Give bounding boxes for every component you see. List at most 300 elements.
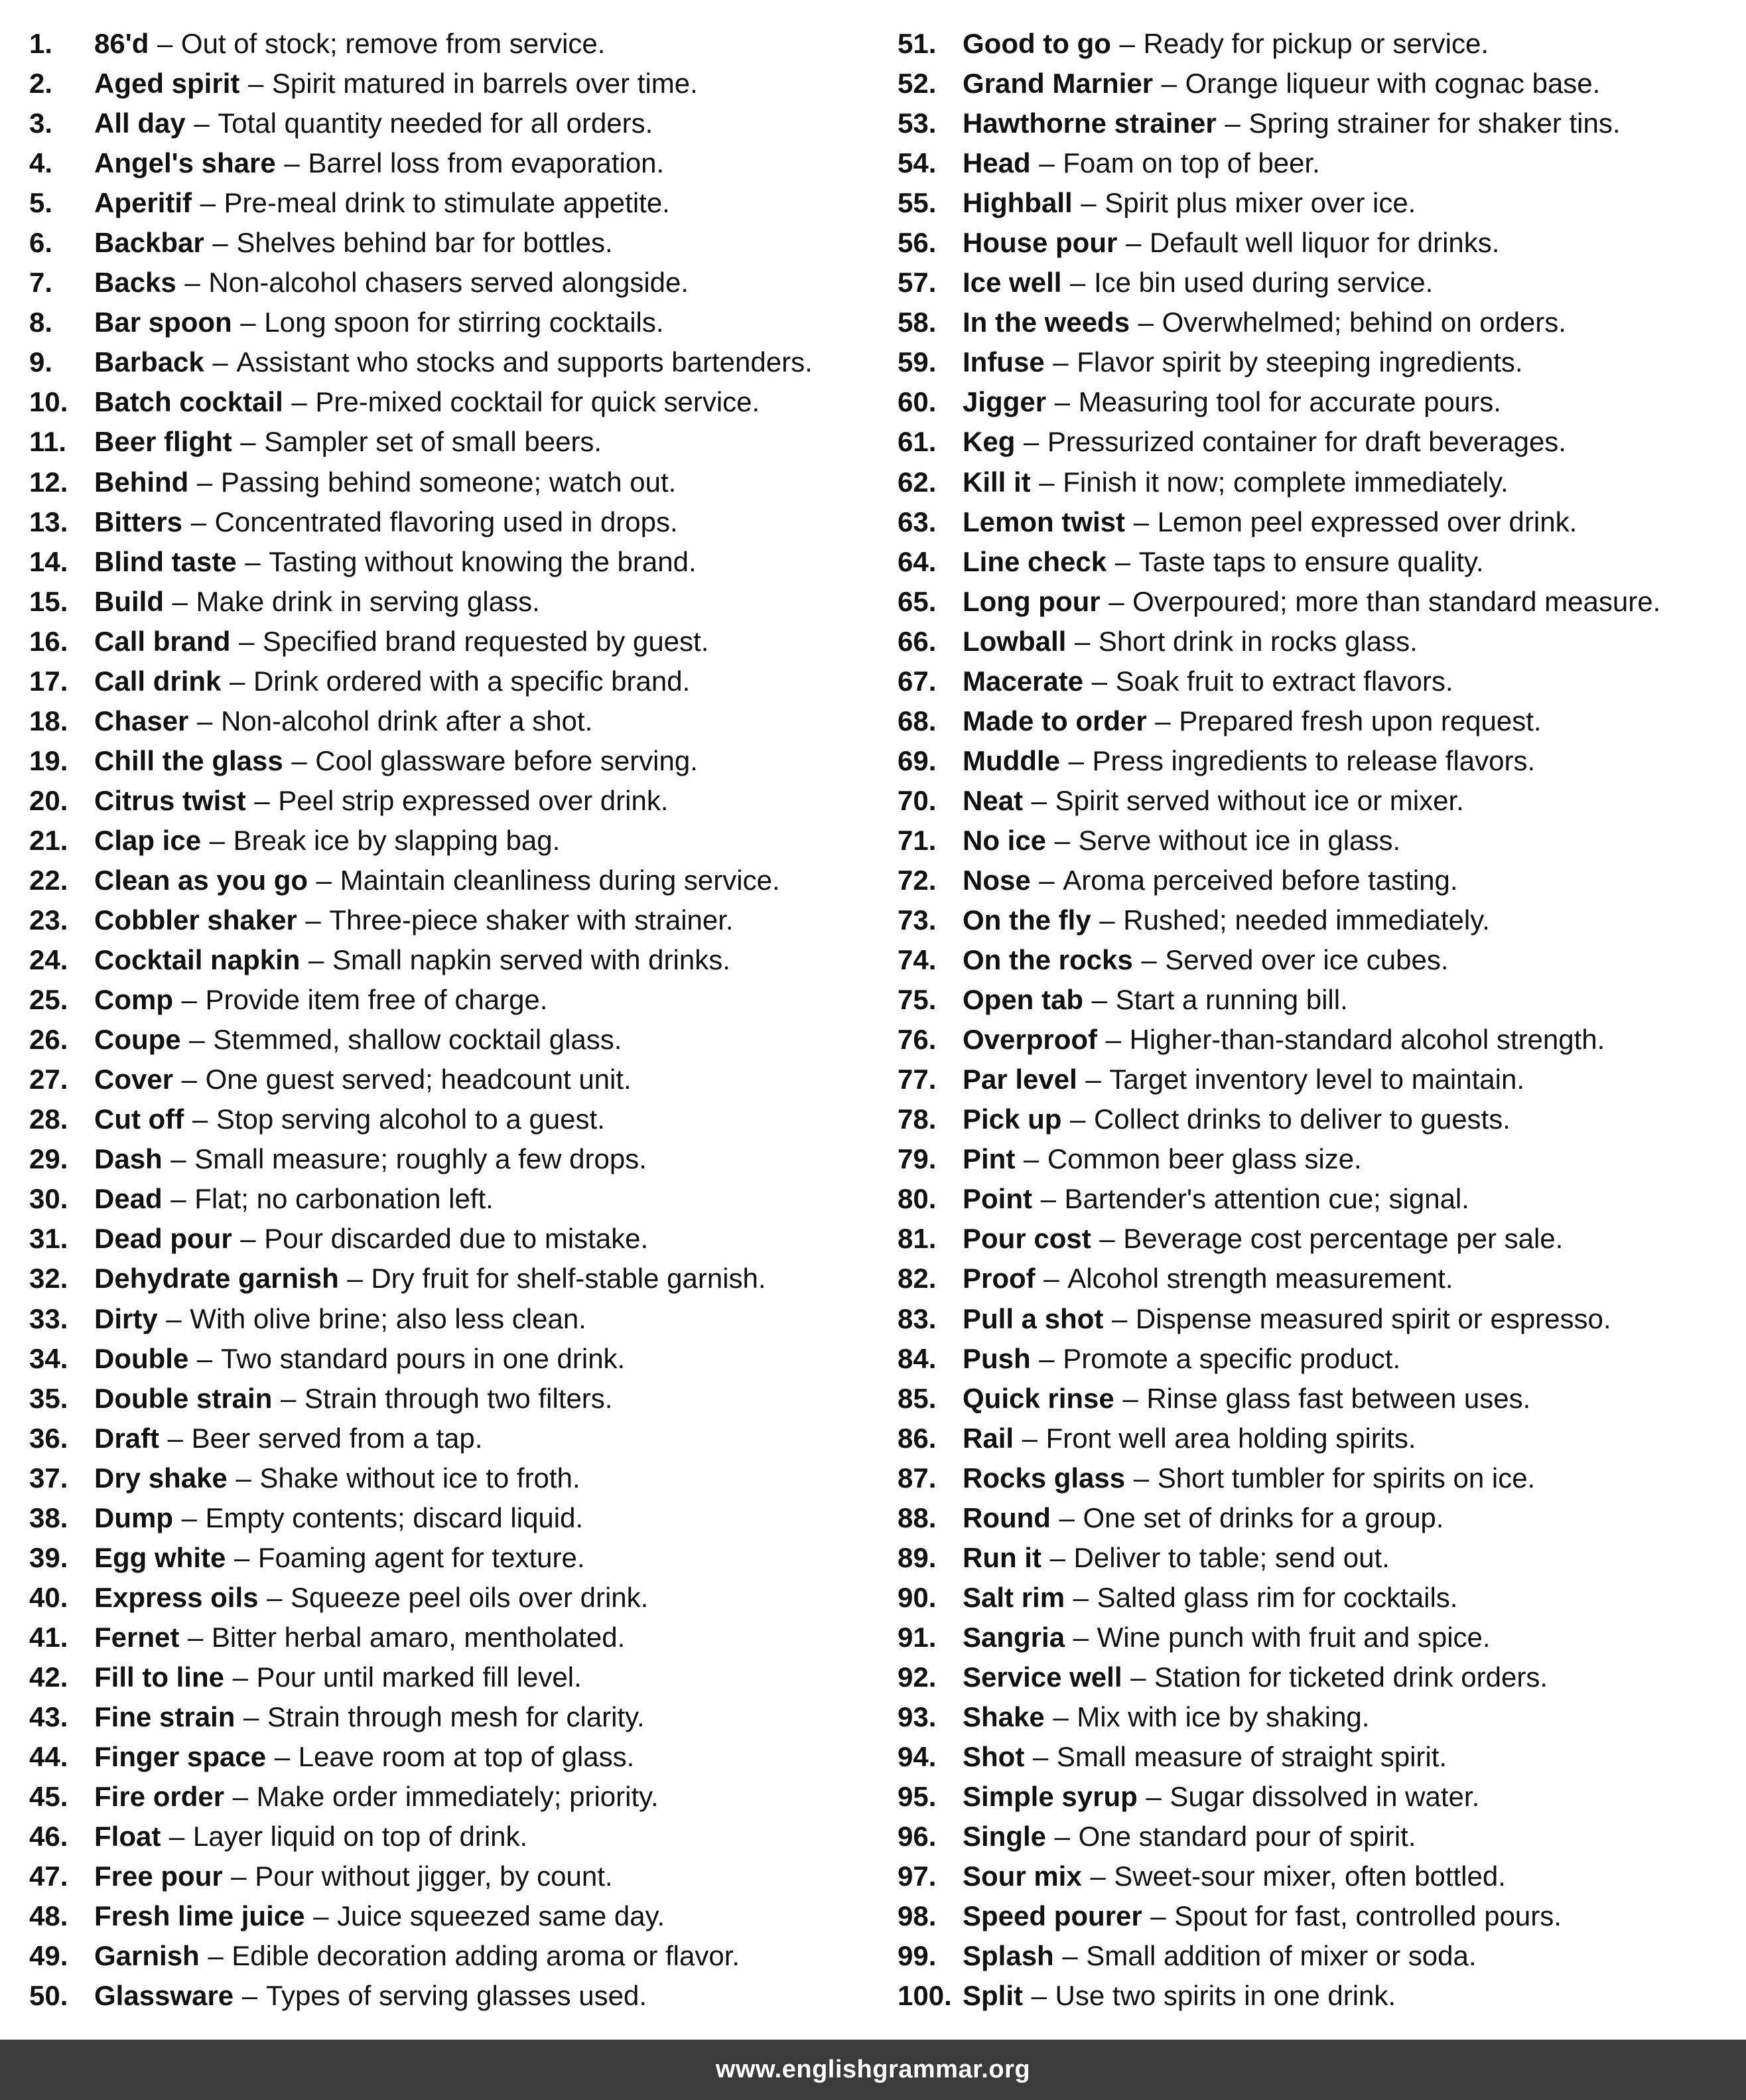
- entry-text: [963, 1099, 1511, 1139]
- glossary-entry: [898, 1179, 1737, 1219]
- glossary-entry: [898, 1737, 1737, 1777]
- glossary-entry: [29, 1936, 885, 1976]
- entry-text: [94, 1856, 613, 1896]
- entry-term: Cover: [94, 1064, 174, 1095]
- entry-definition: Small measure; roughly a few drops.: [194, 1143, 647, 1175]
- entry-term: Fresh lime juice: [94, 1900, 305, 1932]
- entry-number: 70.: [898, 784, 937, 816]
- entry-text: [94, 1777, 659, 1817]
- entry-number: 4.: [29, 147, 53, 179]
- entry-text: [94, 183, 670, 223]
- entry-number: 11.: [29, 426, 67, 458]
- entry-separator: –: [196, 1342, 213, 1374]
- glossary-entry: [898, 781, 1737, 821]
- entry-text: [94, 1219, 648, 1259]
- entry-separator: –: [1114, 545, 1131, 577]
- glossary-entry: [898, 622, 1737, 662]
- entry-separator: –: [238, 625, 255, 657]
- entry-text: [963, 462, 1509, 502]
- entry-definition: Short tumbler for spirits on ice.: [1157, 1462, 1536, 1494]
- entry-number: 27.: [29, 1064, 68, 1095]
- entry-text: [94, 1817, 527, 1856]
- entry-term: Express oils: [94, 1581, 259, 1613]
- entry-term: Fire order: [94, 1781, 225, 1813]
- entry-text: [963, 1618, 1491, 1657]
- entry-separator: –: [1069, 1103, 1086, 1135]
- entry-text: [963, 701, 1542, 741]
- entry-term: Good to go: [963, 28, 1111, 59]
- glossary-entry: [898, 741, 1737, 781]
- entry-separator: –: [166, 1302, 182, 1334]
- glossary-entry: [898, 1777, 1737, 1817]
- entry-separator: –: [245, 545, 261, 577]
- entry-number: 44.: [29, 1741, 68, 1773]
- entry-text: [94, 582, 540, 622]
- glossary-entry: [29, 1697, 885, 1737]
- entry-definition: Aroma perceived before tasting.: [1063, 864, 1458, 896]
- entry-definition: Bartender's attention cue; signal.: [1064, 1183, 1469, 1215]
- glossary-entry: [29, 502, 885, 542]
- entry-text: [94, 1498, 583, 1538]
- glossary-entry: [29, 622, 885, 662]
- entry-separator: –: [243, 1701, 259, 1732]
- entry-separator: –: [1091, 665, 1108, 697]
- entry-definition: Front well area holding spirits.: [1045, 1422, 1416, 1454]
- entry-number: 69.: [898, 744, 937, 776]
- entry-definition: Rinse glass fast between uses.: [1146, 1382, 1531, 1414]
- entry-definition: Dispense measured spirit or espresso.: [1135, 1302, 1611, 1334]
- entry-separator: –: [208, 1940, 224, 1972]
- entry-term: Muddle: [963, 744, 1060, 776]
- glossary-entry: [898, 701, 1737, 741]
- entry-text: [963, 263, 1433, 303]
- entry-number: 39.: [29, 1541, 68, 1573]
- entry-number: 46.: [29, 1821, 68, 1853]
- entry-term: Proof: [963, 1263, 1036, 1295]
- entry-definition: One set of drinks for a group.: [1083, 1502, 1444, 1533]
- entry-term: Quick rinse: [963, 1382, 1114, 1414]
- entry-text: [94, 1419, 482, 1458]
- entry-number: 37.: [29, 1462, 68, 1494]
- entry-definition: Salted glass rim for cocktails.: [1097, 1581, 1458, 1613]
- entry-separator: –: [1099, 1223, 1115, 1255]
- entry-definition: Break ice by slapping bag.: [233, 824, 561, 856]
- entry-definition: Tasting without knowing the brand.: [269, 545, 697, 577]
- entry-definition: Flat; no carbonation left.: [194, 1183, 494, 1215]
- entry-text: [94, 662, 690, 701]
- entry-number: 26.: [29, 1024, 68, 1056]
- entry-separator: –: [212, 227, 228, 259]
- glossary-entry: [29, 1976, 885, 2016]
- entry-definition: Long spoon for stirring cocktails.: [264, 307, 664, 338]
- entry-separator: –: [1099, 904, 1115, 936]
- entry-term: Head: [963, 147, 1031, 179]
- entry-term: Round: [963, 1502, 1051, 1533]
- glossary-entry: [898, 223, 1737, 263]
- glossary-entry: [898, 940, 1737, 980]
- entry-text: [94, 1458, 580, 1498]
- entry-text: [963, 1259, 1453, 1298]
- entry-term: Fernet: [94, 1621, 180, 1653]
- entry-number: 84.: [898, 1342, 937, 1374]
- entry-term: Build: [94, 585, 164, 617]
- entry-definition: Small measure of straight spirit.: [1056, 1741, 1447, 1773]
- entry-term: Nose: [963, 864, 1031, 896]
- glossary-entry: [898, 821, 1737, 861]
- entry-number: 19.: [29, 744, 68, 776]
- entry-term: Single: [963, 1821, 1047, 1853]
- glossary-entry: [898, 1618, 1737, 1657]
- glossary-entry: [898, 662, 1737, 701]
- entry-separator: –: [1161, 68, 1177, 100]
- entry-number: 25.: [29, 984, 68, 1016]
- entry-text: [94, 1020, 622, 1060]
- entry-separator: –: [274, 1741, 291, 1773]
- entry-term: Line check: [963, 545, 1107, 577]
- entry-separator: –: [1146, 1781, 1162, 1813]
- entry-text: [963, 622, 1418, 662]
- entry-text: [94, 64, 698, 104]
- entry-term: Free pour: [94, 1860, 223, 1892]
- entry-separator: –: [1119, 28, 1135, 59]
- entry-term: Glassware: [94, 1980, 234, 2012]
- entry-definition: Serve without ice in glass.: [1078, 824, 1401, 856]
- glossary-entry: [29, 1419, 885, 1458]
- glossary-entry: [29, 1817, 885, 1856]
- glossary-column-right: [898, 24, 1737, 2016]
- entry-text: [963, 662, 1453, 701]
- entry-definition: Shelves behind bar for bottles.: [236, 227, 613, 259]
- entry-separator: –: [1091, 984, 1107, 1016]
- entry-definition: Beer served from a tap.: [191, 1422, 483, 1454]
- entry-definition: Drink ordered with a specific brand.: [253, 665, 691, 697]
- entry-number: 9.: [29, 346, 53, 378]
- glossary-entry: [29, 741, 885, 781]
- glossary-entry: [29, 303, 885, 342]
- entry-text: [94, 422, 602, 462]
- glossary-entry: [898, 1379, 1737, 1419]
- entry-definition: Ice bin used during service.: [1093, 267, 1434, 299]
- entry-term: Fill to line: [94, 1661, 224, 1693]
- entry-separator: –: [240, 1223, 256, 1255]
- entry-number: 55.: [898, 187, 937, 219]
- entry-definition: Promote a specific product.: [1063, 1342, 1401, 1374]
- entry-separator: –: [181, 1064, 198, 1095]
- glossary-entry: [29, 1578, 885, 1618]
- glossary-entry: [29, 980, 885, 1020]
- entry-number: 65.: [898, 585, 937, 617]
- entry-text: [963, 1020, 1605, 1060]
- entry-text: [963, 104, 1621, 143]
- entry-definition: Out of stock; remove from service.: [180, 28, 606, 59]
- entry-separator: –: [192, 1103, 208, 1135]
- entry-term: Coupe: [94, 1024, 181, 1056]
- entry-definition: Maintain cleanliness during service.: [340, 864, 780, 896]
- entry-definition: Station for ticketed drink orders.: [1154, 1661, 1548, 1693]
- entry-term: Backbar: [94, 227, 204, 259]
- glossary-entry: [29, 143, 885, 183]
- entry-definition: Common beer glass size.: [1047, 1143, 1362, 1175]
- entry-number: 72.: [898, 864, 937, 896]
- entry-number: 63.: [898, 506, 937, 537]
- entry-term: Sangria: [963, 1621, 1065, 1653]
- glossary-entry: [898, 1817, 1737, 1856]
- entry-definition: Served over ice cubes.: [1165, 944, 1449, 976]
- entry-text: [94, 382, 760, 422]
- entry-separator: –: [1032, 1741, 1049, 1773]
- entry-number: 17.: [29, 665, 68, 697]
- entry-separator: –: [194, 107, 210, 139]
- entry-number: 32.: [29, 1263, 68, 1295]
- entry-text: [963, 821, 1400, 861]
- entry-text: [963, 1936, 1477, 1976]
- entry-term: Draft: [94, 1422, 160, 1454]
- entry-number: 38.: [29, 1502, 68, 1533]
- entry-number: 5.: [29, 187, 53, 219]
- entry-text: [94, 701, 592, 741]
- glossary-entry: [898, 542, 1737, 582]
- entry-text: [94, 781, 669, 821]
- glossary-entry: [898, 1458, 1737, 1498]
- entry-definition: Strain through mesh for clarity.: [267, 1701, 645, 1732]
- entry-separator: –: [172, 585, 188, 617]
- glossary-entry: [898, 1538, 1737, 1578]
- entry-definition: Three-piece shaker with strainer.: [329, 904, 734, 936]
- entry-number: 97.: [898, 1860, 937, 1892]
- glossary-entry: [898, 1419, 1737, 1458]
- entry-number: 10.: [29, 386, 68, 418]
- entry-term: Finger space: [94, 1741, 267, 1773]
- entry-text: [963, 1817, 1416, 1856]
- entry-separator: –: [1043, 1263, 1059, 1295]
- entry-term: Splash: [963, 1940, 1054, 1972]
- entry-number: 47.: [29, 1860, 68, 1892]
- entry-term: Point: [963, 1183, 1032, 1215]
- entry-separator: –: [1054, 386, 1070, 418]
- entry-definition: Ready for pickup or service.: [1143, 28, 1489, 59]
- glossary-entry: [29, 701, 885, 741]
- entry-term: Garnish: [94, 1940, 200, 1972]
- glossary-entry: [29, 900, 885, 940]
- entry-number: 15.: [29, 585, 68, 617]
- entry-separator: –: [1039, 1342, 1055, 1374]
- entry-definition: Wine punch with fruit and spice.: [1097, 1621, 1491, 1653]
- glossary-entry: [29, 1259, 885, 1298]
- entry-definition: Pre-mixed cocktail for quick service.: [315, 386, 760, 418]
- entry-term: House pour: [963, 227, 1118, 259]
- entry-separator: –: [232, 1781, 249, 1813]
- entry-text: [94, 1657, 582, 1697]
- entry-definition: Cool glassware before serving.: [315, 744, 698, 776]
- glossary-entry: [898, 1020, 1737, 1060]
- entry-term: Kill it: [963, 466, 1031, 498]
- entry-definition: Deliver to table; send out.: [1073, 1541, 1390, 1573]
- entry-text: [94, 1618, 625, 1657]
- entry-number: 12.: [29, 466, 68, 498]
- entry-text: [963, 1219, 1563, 1259]
- entry-text: [963, 1299, 1611, 1339]
- entry-separator: –: [240, 426, 256, 458]
- entry-number: 24.: [29, 944, 68, 976]
- entry-separator: –: [1141, 944, 1157, 976]
- entry-number: 53.: [898, 107, 937, 139]
- entry-definition: Sugar dissolved in water.: [1170, 1781, 1480, 1813]
- glossary-entry: [898, 1657, 1737, 1697]
- glossary-entry: [898, 900, 1737, 940]
- entry-term: Angel's share: [94, 147, 276, 179]
- glossary-entry: [898, 502, 1737, 542]
- entry-term: Grand Marnier: [963, 68, 1154, 100]
- glossary-entry: [29, 1020, 885, 1060]
- entry-separator: –: [240, 307, 256, 338]
- entry-separator: –: [209, 824, 226, 856]
- entry-text: [94, 1936, 740, 1976]
- entry-separator: –: [247, 68, 264, 100]
- entry-definition: Peel strip expressed over drink.: [278, 784, 669, 816]
- entry-separator: –: [1068, 744, 1084, 776]
- entry-text: [963, 1339, 1400, 1379]
- entry-number: 2.: [29, 68, 53, 100]
- entry-text: [963, 1179, 1469, 1219]
- glossary-entry: [898, 422, 1737, 462]
- glossary-entry: [898, 1219, 1737, 1259]
- entry-definition: Orange liqueur with cognac base.: [1185, 68, 1601, 100]
- entry-definition: Specified brand requested by guest.: [262, 625, 709, 657]
- entry-definition: Pre-meal drink to stimulate appetite.: [224, 187, 670, 219]
- entry-definition: Types of serving glasses used.: [265, 1980, 647, 2012]
- entry-text: [963, 422, 1566, 462]
- entry-term: 86'd: [94, 28, 149, 59]
- entry-definition: Pour without jigger, by count.: [255, 1860, 613, 1892]
- entry-term: Shot: [963, 1741, 1025, 1773]
- entry-separator: –: [1039, 147, 1055, 179]
- glossary-entry: [29, 1219, 885, 1259]
- entry-term: On the fly: [963, 904, 1091, 936]
- glossary-entry: [29, 940, 885, 980]
- glossary-entry: [29, 1139, 885, 1179]
- entry-definition: Flavor spirit by steeping ingredients.: [1077, 346, 1523, 378]
- entry-separator: –: [1059, 1502, 1075, 1533]
- glossary-entry: [898, 861, 1737, 900]
- entry-text: [94, 1259, 766, 1298]
- entry-separator: –: [1225, 107, 1241, 139]
- entry-text: [963, 1419, 1416, 1458]
- entry-separator: –: [184, 267, 200, 299]
- entry-text: [963, 183, 1416, 223]
- entry-definition: Spirit plus mixer over ice.: [1105, 187, 1416, 219]
- entry-term: Open tab: [963, 984, 1084, 1016]
- entry-number: 33.: [29, 1302, 68, 1334]
- entry-definition: Total quantity needed for all orders.: [218, 107, 653, 139]
- entry-text: [963, 1896, 1562, 1936]
- entry-text: [94, 1976, 647, 2016]
- entry-separator: –: [1133, 506, 1149, 537]
- glossary-entry: [898, 1339, 1737, 1379]
- entry-definition: Stemmed, shallow cocktail glass.: [213, 1024, 622, 1056]
- entry-text: [963, 940, 1449, 980]
- entry-number: 75.: [898, 984, 937, 1016]
- glossary-entry: [898, 1936, 1737, 1976]
- entry-separator: –: [267, 1581, 283, 1613]
- entry-term: Bar spoon: [94, 307, 232, 338]
- entry-term: All day: [94, 107, 186, 139]
- entry-term: Comp: [94, 984, 173, 1016]
- entry-separator: –: [167, 1422, 183, 1454]
- entry-separator: –: [1054, 824, 1070, 856]
- entry-term: Egg white: [94, 1541, 226, 1573]
- entry-separator: –: [231, 1860, 247, 1892]
- entry-term: Speed pourer: [963, 1900, 1142, 1932]
- entry-separator: –: [197, 705, 213, 736]
- glossary-entry: [898, 1299, 1737, 1339]
- entry-definition: Small napkin served with drinks.: [332, 944, 730, 976]
- entry-term: Cobbler shaker: [94, 904, 297, 936]
- entry-definition: Beverage cost percentage per sale.: [1123, 1223, 1564, 1255]
- entry-term: Dash: [94, 1143, 163, 1175]
- entry-definition: Higher-than-standard alcohol strength.: [1129, 1024, 1605, 1056]
- entry-definition: Spout for fast, controlled pours.: [1174, 1900, 1562, 1932]
- entry-text: [94, 980, 547, 1020]
- footer-website-link[interactable]: www.englishgrammar.org: [715, 2056, 1031, 2083]
- entry-text: [94, 1060, 632, 1099]
- entry-separator: –: [1085, 1064, 1101, 1095]
- entry-separator: –: [254, 784, 270, 816]
- entry-number: 98.: [898, 1900, 937, 1932]
- entry-separator: –: [1090, 1860, 1106, 1892]
- glossary-entry: [29, 223, 885, 263]
- entry-definition: Use two spirits in one drink.: [1055, 1980, 1396, 2012]
- entry-definition: Default well liquor for drinks.: [1149, 227, 1500, 259]
- entry-number: 22.: [29, 864, 68, 896]
- entry-definition: Mix with ice by shaking.: [1077, 1701, 1370, 1732]
- entry-separator: –: [200, 187, 216, 219]
- entry-term: Pick up: [963, 1103, 1062, 1135]
- glossary-entry: [29, 1538, 885, 1578]
- glossary-entry: [898, 1697, 1737, 1737]
- entry-definition: Provide item free of charge.: [205, 984, 548, 1016]
- entry-definition: Pour until marked fill level.: [256, 1661, 582, 1693]
- entry-separator: –: [305, 904, 321, 936]
- entry-number: 93.: [898, 1701, 937, 1732]
- entry-number: 14.: [29, 545, 68, 577]
- entry-text: [94, 1896, 665, 1936]
- entry-definition: Small addition of mixer or soda.: [1086, 1940, 1477, 1972]
- entry-separator: –: [1138, 307, 1154, 338]
- entry-separator: –: [1040, 1183, 1056, 1215]
- entry-text: [963, 542, 1484, 582]
- entry-text: [963, 382, 1501, 422]
- entry-text: [963, 1657, 1548, 1697]
- entry-separator: –: [291, 386, 307, 418]
- entry-number: 64.: [898, 545, 937, 577]
- entry-term: Macerate: [963, 665, 1084, 697]
- entry-number: 78.: [898, 1103, 937, 1135]
- entry-definition: Press ingredients to release flavors.: [1092, 744, 1536, 776]
- entry-term: Double strain: [94, 1382, 273, 1414]
- entry-number: 92.: [898, 1661, 937, 1693]
- entry-definition: Strain through two filters.: [304, 1382, 613, 1414]
- glossary-entry: [898, 1578, 1737, 1618]
- entry-term: Cocktail napkin: [94, 944, 301, 976]
- entry-definition: Leave room at top of glass.: [298, 1741, 635, 1773]
- entry-term: Citrus twist: [94, 784, 246, 816]
- entry-separator: –: [181, 1502, 197, 1533]
- entry-number: 82.: [898, 1263, 937, 1295]
- entry-term: Batch cocktail: [94, 386, 283, 418]
- entry-separator: –: [280, 1382, 297, 1414]
- entry-number: 29.: [29, 1143, 68, 1175]
- entry-definition: Taste taps to ensure quality.: [1138, 545, 1484, 577]
